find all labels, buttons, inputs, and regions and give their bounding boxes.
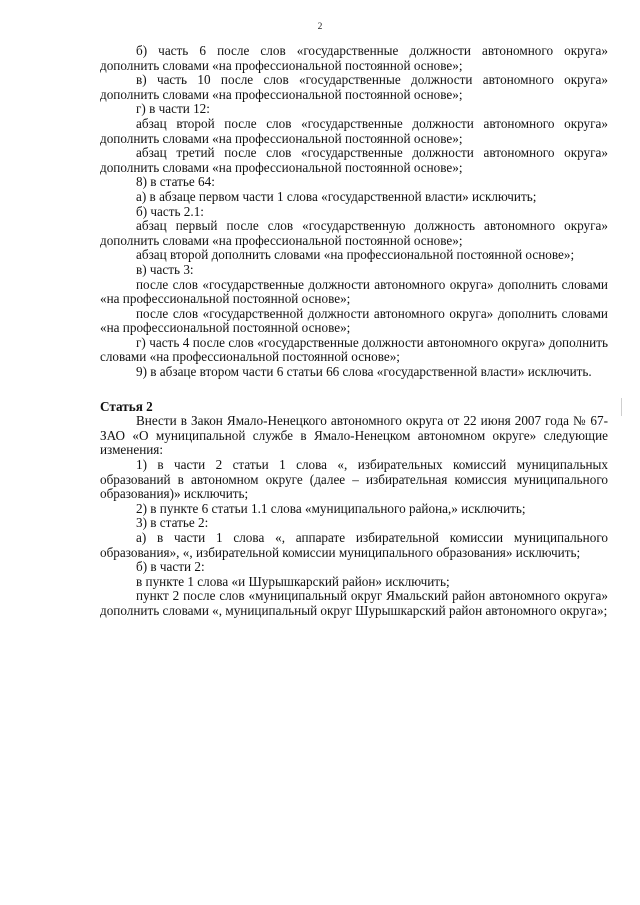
paragraph: после слов «государственные должности автономного округа» дополнить словами «на профессиональной постоянной основе»; [100,276,608,307]
paragraph: а) в абзаце первом части 1 слова «государственной власти» исключить; [136,188,537,204]
paragraph: б) в части 2: [136,559,205,575]
paragraph: б) часть 2.1: [136,203,204,219]
paragraph: г) в части 12: [136,101,210,117]
section-gap [100,380,608,400]
paragraph: абзац третий после слов «государственные должности автономного округа» дополнить словами «на профессиональной постоянной основе»; [100,145,608,175]
paragraph: Внести в Закон Ямало-Ненецкого автономного округа от 22 июня 2007 года № 67-ЗАО «О муниципальной службе в Ямало-Ненецком автономном округе» следующие изменения: [100,413,608,458]
document-body [100,44,608,619]
paragraph: в пункте 1 слова «и Шурышкарский район» исключить; [136,573,450,589]
paragraph: а) в части 1 слова «, аппарате избирательной комиссии муниципального образования», «, избирательной комиссии муниципального образования» исключить; [100,530,608,560]
paragraph: в) часть 10 после слов «государственные должности автономного округа» дополнить словами «на профессиональной постоянной основе»; [100,72,608,102]
paragraph: 2) в пункте 6 статьи 1.1 слова «муниципального района,» исключить; [136,500,526,516]
paragraph: абзац второй после слов «государственные должности автономного округа» дополнить словами «на профессиональной постоянной основе»; [100,115,608,146]
page-number: 2 [317,22,323,32]
margin-mark [621,398,622,416]
paragraph: 9) в абзаце втором части 6 статьи 66 слова «государственной власти» исключить. [136,364,592,380]
paragraph: после слов «государственной должности автономного округа» дополнить словами «на профессиональной постоянной основе»; [100,305,608,336]
article-heading: Статья 2 [100,398,153,414]
paragraph: абзац второй дополнить словами «на профессиональной постоянной основе»; [136,247,575,263]
paragraph: 1) в части 2 статьи 1 слова «, избирательных комиссий муниципальных образований в автономном округе (далее – избирательная комиссия муниципального образования)» исключить; [100,457,608,502]
paragraph: пункт 2 после слов «муниципальный округ Ямальский район автономного округа» дополнить словами «, муниципальный округ Шурышкарский район автономного округа»; [100,588,608,618]
paragraph: б) часть 6 после слов «государственные должности автономного округа» дополнить словами «на профессиональной постоянной основе»; [100,43,608,73]
paragraph: 8) в статье 64: [136,174,215,190]
paragraph: г) часть 4 после слов «государственные должности автономного округа» дополнить словами «на профессиональной постоянной основе»; [100,334,608,365]
paragraph: 3) в статье 2: [136,515,209,531]
paragraph: абзац первый после слов «государственную должность автономного округа» дополнить словами «на профессиональной постоянной основе»; [100,218,608,248]
paragraph: в) часть 3: [136,261,194,277]
